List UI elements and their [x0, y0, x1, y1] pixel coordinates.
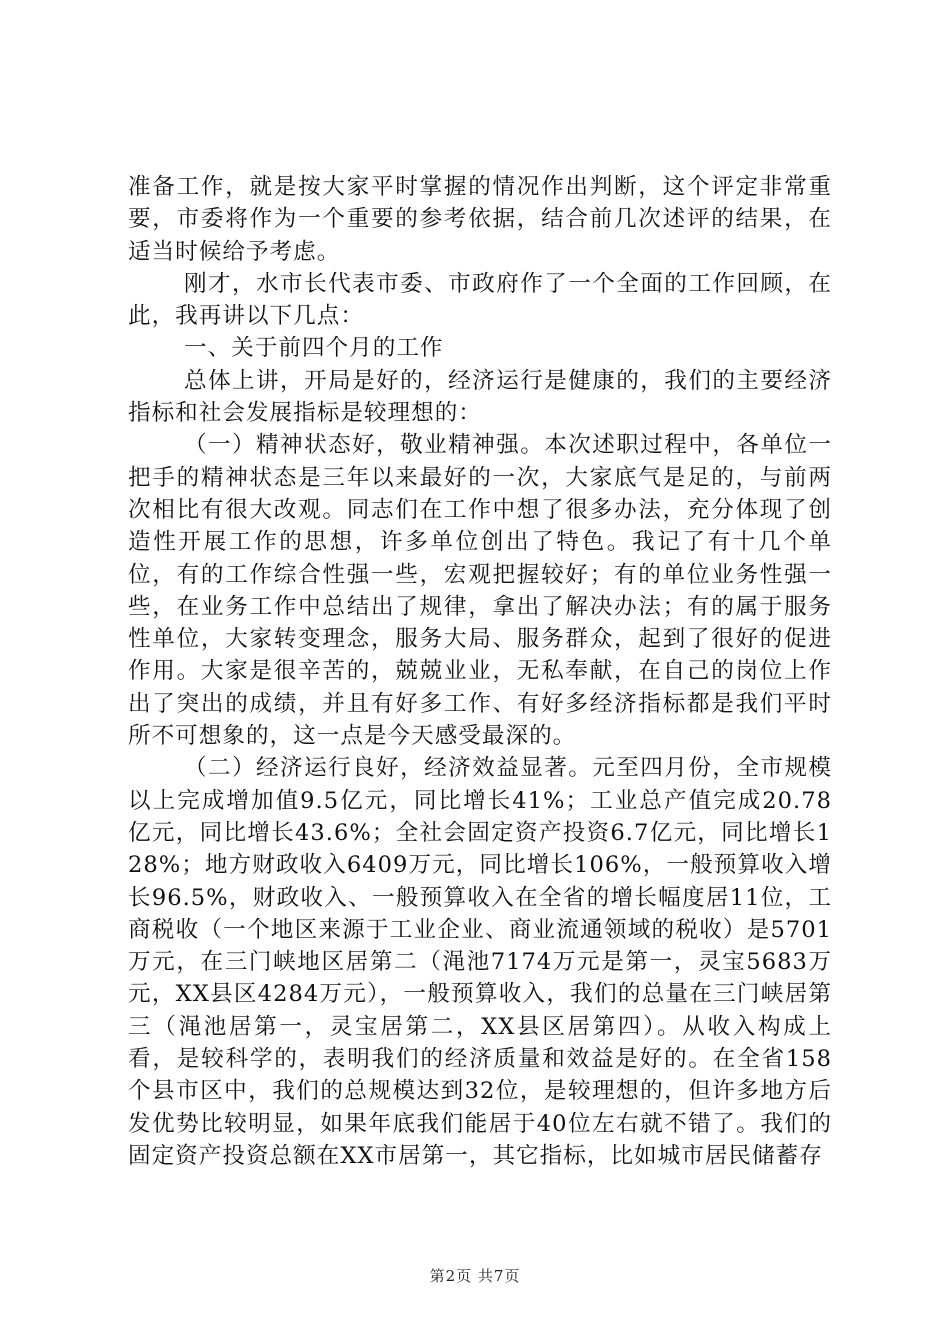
paragraph-intro: 刚才，水市长代表市委、市政府作了一个全面的工作回顾，在此，我再讲以下几点： — [128, 270, 832, 330]
document-body — [128, 171, 832, 1172]
paragraph-summary: 总体上讲，开局是好的，经济运行是健康的，我们的主要经济指标和社会发展指标是较理想的： — [128, 367, 832, 427]
paragraph-point-one: （一）精神状态好，敬业精神强。本次述职过程中，各单位一把手的精神状态是三年以来最好的一次，大家底气是足的，与前两次相比有很大改观。同志们在工作中想了很多办法，充分体现了创造性开展工作的思想，许多单位创出了特色。我记了有十几个单位，有的工作综合性强一些，宏观把握较好；有的单位业务性强一些，在业务工作中总结出了规律，拿出了解决办法；有的属于服务性单位，大家转变理念，服务大局、服务群众，起到了很好的促进作用。大家是很辛苦的，兢兢业业，无私奉献，在自己的岗位上作出了突出的成绩，并且有好多工作、有好多经济指标都是我们平时所不可想象的，这一点是今天感受最深的。 — [128, 432, 832, 750]
paragraph-continuation: 准备工作，就是按大家平时掌握的情况作出判断，这个评定非常重要，市委将作为一个重要的参考依据，结合前几次述评的结果，在适当时候给予考虑。 — [128, 174, 832, 265]
page-number-footer: 第2页 共7页 — [429, 1267, 521, 1285]
section-heading: 一、关于前四个月的工作 — [184, 335, 444, 362]
paragraph-point-two: （二）经济运行良好，经济效益显著。元至四月份，全市规模以上完成增加值9.5亿元，同比增长41%；工业总产值完成20.78亿元，同比增长43.6%；全社会固定资产投资6.7亿元，同比增长128%；地方财政收入6409万元，同比增长106%，一般预算收入增长96.5%，财政收入、一般预算收入在全省的增长幅度居11位，工商税收（一个地区来源于工业企业、商业流通领域的税收）是5701万元，在三门峡地区居第二（渑池7174万元是第一，灵宝5683万元，XX县区4284万元），一般预算收入，我们的总量在三门峡居第三（渑池居第一，灵宝居第二，XX县区居第四）。从收入构成上看，是较科学的，表明我们的经济质量和效益是好的。在全省158个县市区中，我们的总规模达到32位，是较理想的，但许多地方后发优势比较明显，如果年底我们能居于40位左右就不错了。我们的固定资产投资总额在XX市居第一，其它指标，比如城市居民储蓄存 — [128, 755, 832, 1169]
